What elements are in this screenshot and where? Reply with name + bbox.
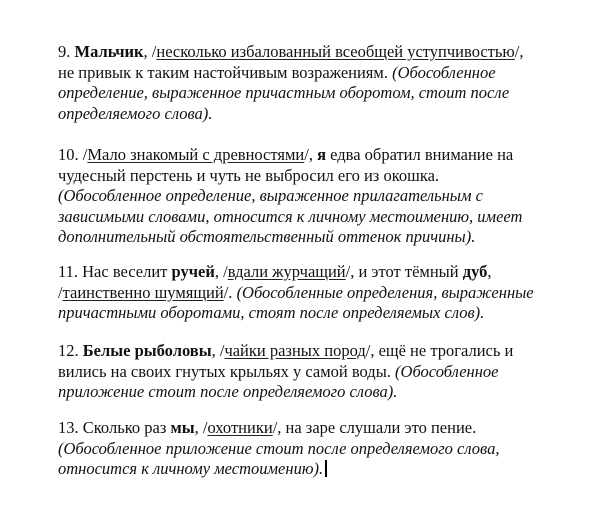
text-cursor	[325, 460, 327, 477]
underlined-phrase: вдали журчащий	[227, 262, 346, 281]
underlined-phrase: Мало знакомый с древностями	[87, 145, 305, 164]
text-line	[58, 459, 588, 480]
explanation-text: (Обособленное	[392, 62, 496, 82]
explanation-text: определение, выраженное причастным оборотом, стоит после	[58, 83, 510, 102]
subject-word: Мальчик	[74, 42, 144, 61]
text-line: 13. Сколько раз мы, /охотники/, на заре слушали это пение.	[58, 418, 477, 437]
paragraph-12	[58, 341, 588, 403]
paragraph-11	[58, 262, 588, 324]
subject-word: Белые рыболовы	[82, 341, 212, 360]
paragraph-9	[58, 42, 588, 124]
text-line: 10. /Мало знакомый с древностями/, я едва обратил внимание на	[58, 145, 514, 164]
text-line: чудесный перстень и чуть не выбросил его из окошка.	[58, 165, 440, 185]
subject-word: дуб	[462, 262, 488, 281]
text-line: 9. Мальчик, /несколько избалованный всеобщей уступчивостью/,	[58, 42, 524, 61]
explanation-text: (Обособленное приложение стоит после определяемого слова,	[58, 438, 500, 458]
underlined-phrase: несколько избалованный всеобщей уступчивостью	[156, 42, 515, 61]
explanation-text: (Обособленное	[395, 361, 499, 381]
underlined-phrase: чайки разных пород	[224, 341, 366, 360]
explanation-text: относится к личному местоимению).	[58, 459, 324, 478]
paragraph-10	[58, 145, 588, 248]
explanation-text: дополнительный обстоятельственный оттенок причины).	[58, 227, 476, 246]
text-line: 12. Белые рыболовы, /чайки разных пород/, ещё не трогались и	[58, 341, 514, 360]
underlined-phrase: таинственно шумящий	[62, 282, 224, 302]
paragraph-13	[58, 418, 588, 480]
explanation-text: определяемого слова).	[58, 103, 213, 123]
explanation-text: (Обособленные определения, выраженные	[236, 282, 534, 302]
explanation-text: приложение стоит после определяемого слова).	[58, 382, 398, 401]
explanation-text: (Обособленное определение, выраженное прилагательным с	[58, 186, 483, 205]
text-line: 11. Нас веселит ручей, /вдали журчащий/, и этот тёмный дуб,	[58, 262, 492, 281]
text-line: вились на своих гнутых крыльях у самой воды. (Обособленное	[58, 361, 499, 381]
subject-word: я	[317, 145, 327, 164]
explanation-text: причастными оборотами, стоят после определяемых слов).	[58, 303, 485, 322]
text-line: не привык к таким настойчивым возражениям. (Обособленное	[58, 62, 496, 82]
text-line: /таинственно шумящий/. (Обособленные определения, выраженные	[58, 282, 534, 302]
underlined-phrase: охотники	[207, 418, 273, 437]
explanation-text: зависимыми словами, относится к личному местоимению, имеет	[58, 206, 523, 226]
subject-word: ручей	[171, 262, 215, 281]
subject-word: мы	[170, 418, 195, 437]
